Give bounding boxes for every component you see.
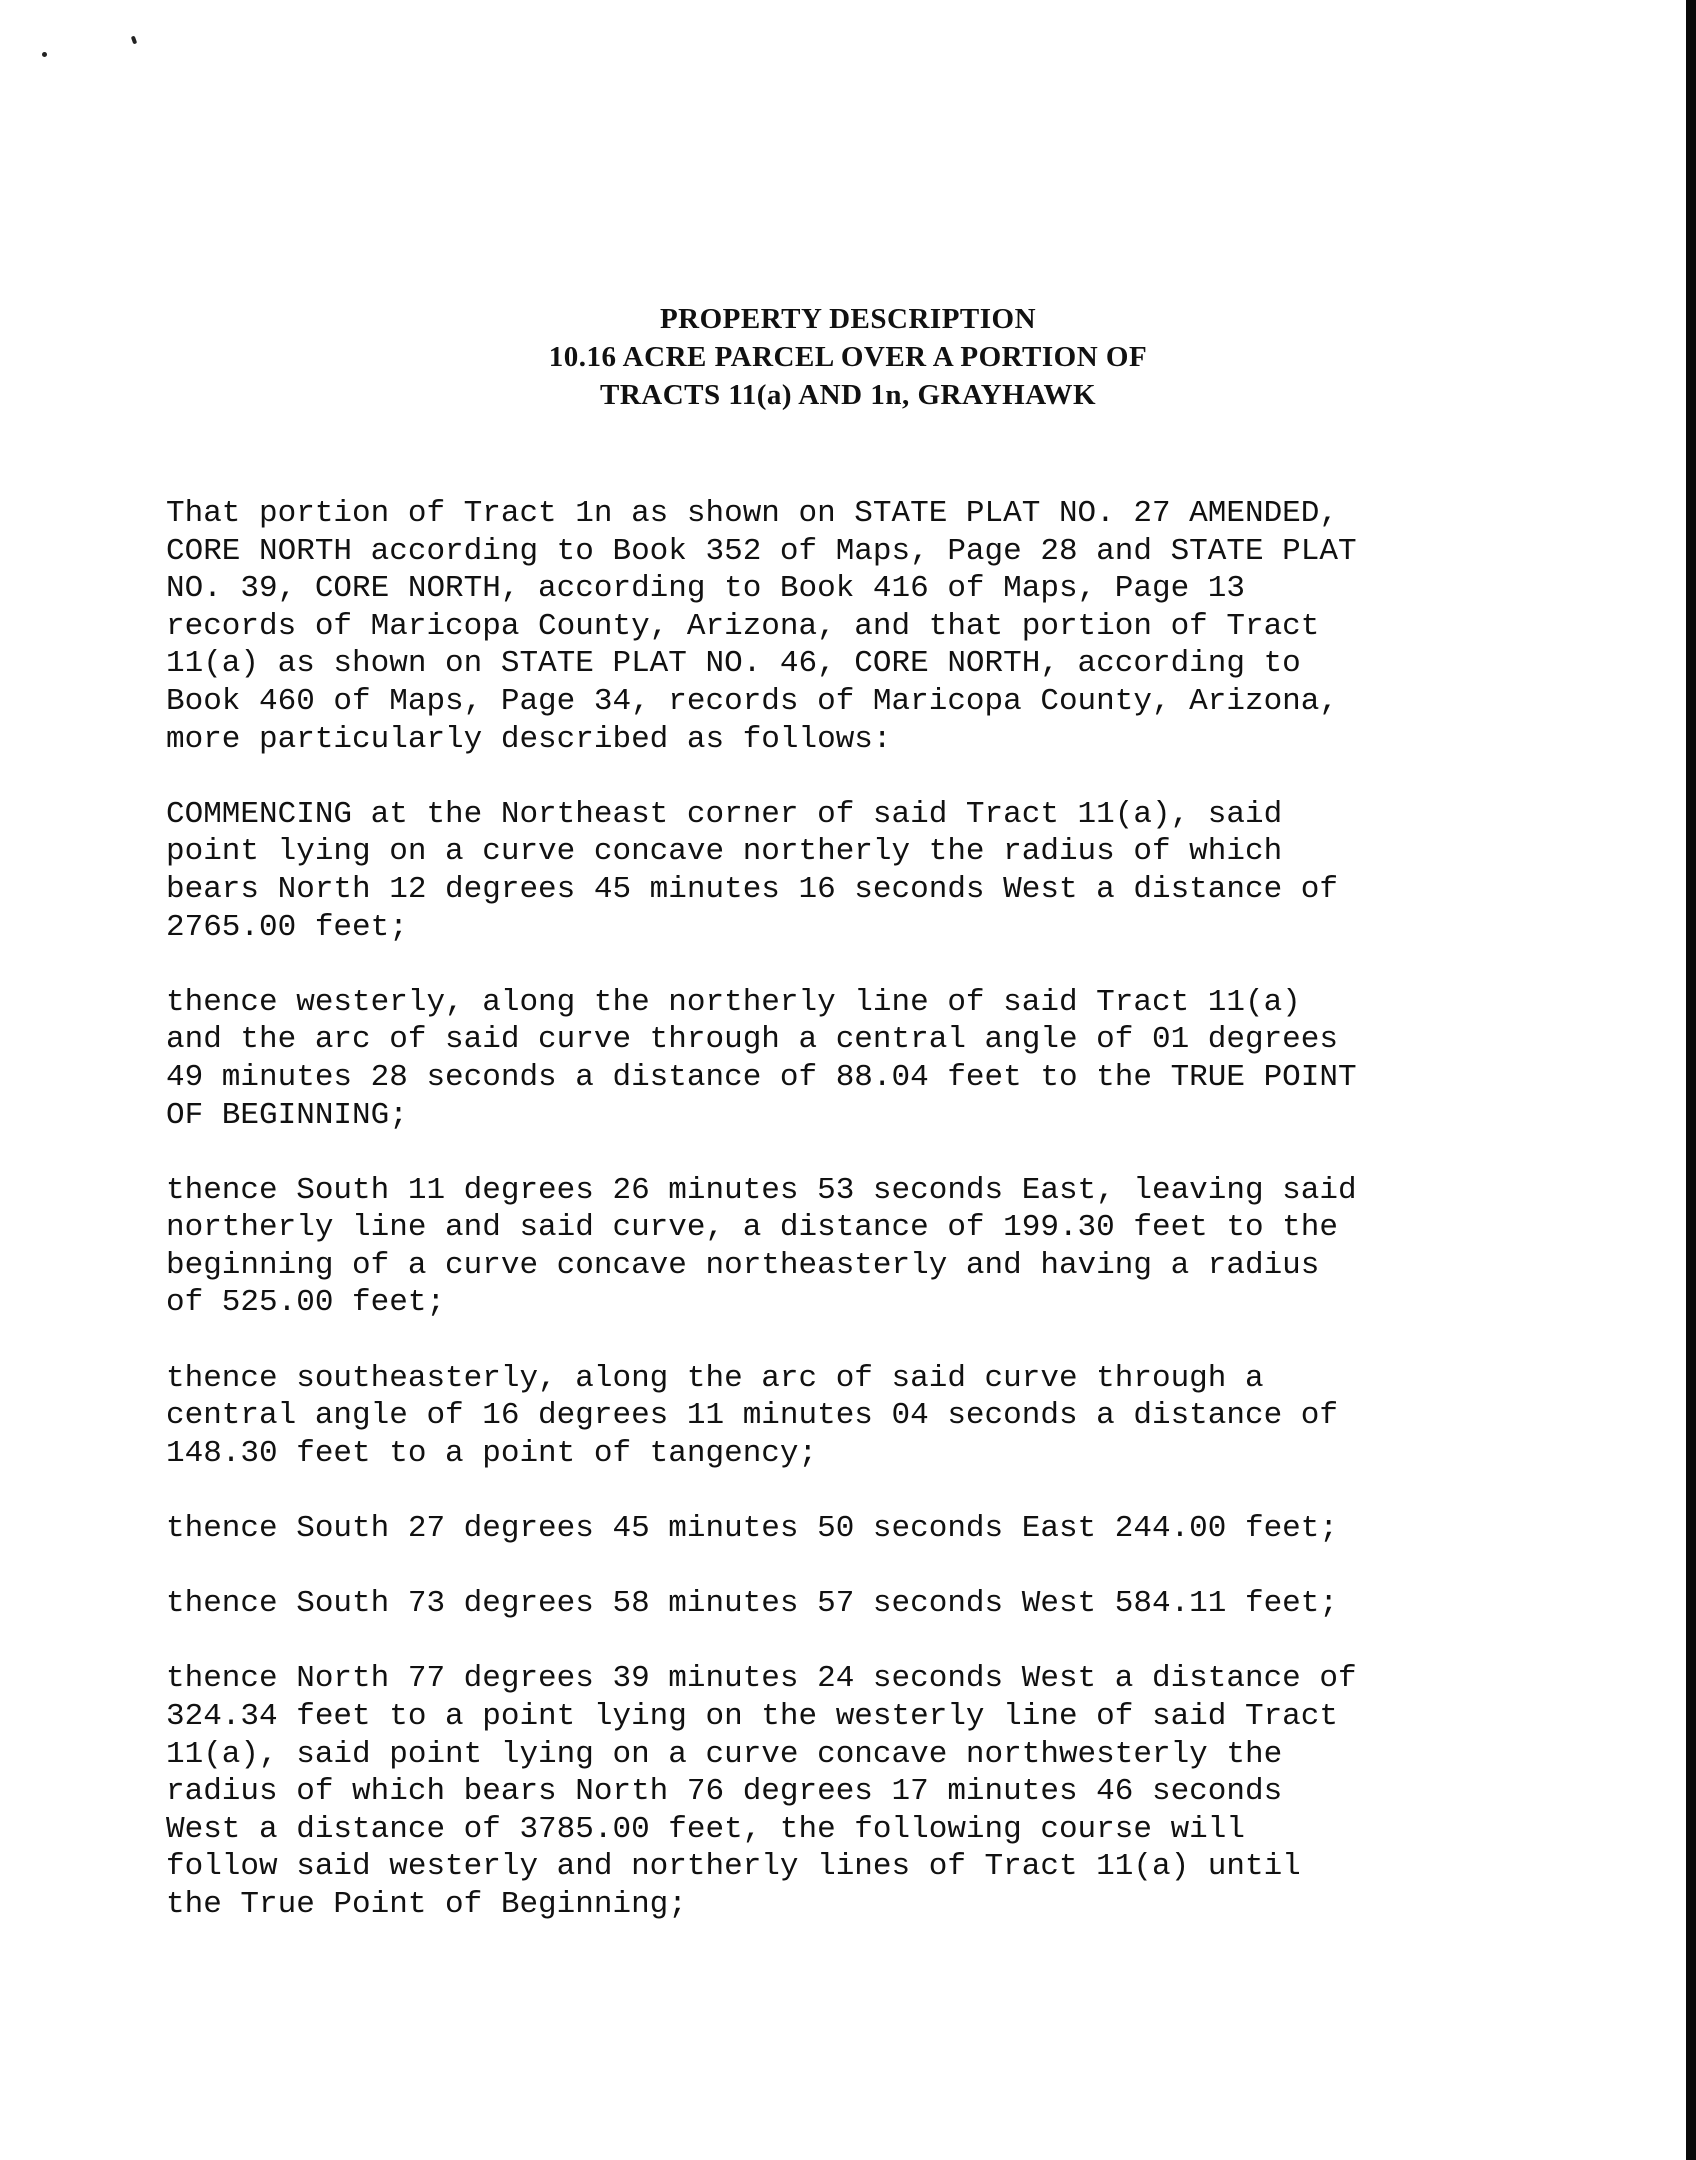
paragraph-line: 324.34 feet to a point lying on the westerly line of said Tract (166, 1699, 1338, 1734)
paragraph-line: thence North 77 degrees 39 minutes 24 seconds West a distance of (166, 1661, 1357, 1697)
paragraph-line: central angle of 16 degrees 11 minutes 04 seconds a distance of (166, 1398, 1338, 1434)
paragraph-line: 11(a) as shown on STATE PLAT NO. 46, CORE NORTH, according to (166, 646, 1301, 682)
paragraph-line: thence southeasterly, along the arc of said curve through a (166, 1360, 1264, 1396)
paragraph-line: of 525.00 feet; (166, 1285, 446, 1321)
heading-line-3: TRACTS 11(a) AND 1n, GRAYHAWK (599, 379, 1097, 411)
paragraph-line: OF BEGINNING; (166, 1097, 408, 1133)
paragraph-line: beginning of a curve concave northeasterly and having a radius (166, 1247, 1320, 1283)
property-description-body (166, 495, 1486, 1961)
paragraph-8 (166, 1660, 1486, 1923)
paragraph-line: radius of which bears North 76 degrees 17 minutes 46 seconds (166, 1774, 1283, 1810)
paragraph-line: the True Point of Beginning; (166, 1886, 687, 1922)
paragraph-6 (166, 1510, 1486, 1548)
paragraph-2 (166, 796, 1486, 946)
paragraph-line: records of Maricopa County, Arizona, and that portion of Tract (166, 608, 1320, 644)
paragraph-line: 11(a), said point lying on a curve concave northwesterly the (166, 1736, 1283, 1772)
paragraph-line: 2765.00 feet; (166, 909, 408, 945)
paragraph-4 (166, 1172, 1486, 1322)
paragraph-line: 49 minutes 28 seconds a distance of 88.04 feet to the TRUE POINT (166, 1059, 1357, 1095)
scan-speck (42, 52, 47, 57)
paragraph-line: That portion of Tract 1n as shown on STATE PLAT NO. 27 AMENDED, (166, 496, 1338, 531)
paragraph-line: and the arc of said curve through a central angle of 01 degrees (166, 1022, 1338, 1058)
paragraph-line: point lying on a curve concave northerly the radius of which (166, 834, 1283, 870)
paragraph-line: bears North 12 degrees 45 minutes 16 seconds West a distance of (166, 871, 1338, 907)
paragraph-line: thence South 27 degrees 45 minutes 50 seconds East 244.00 feet; (166, 1511, 1338, 1547)
paragraph-line: northerly line and said curve, a distance of 199.30 feet to the (166, 1210, 1338, 1246)
scan-speck (131, 36, 137, 45)
paragraph-line: more particularly described as follows: (166, 721, 892, 757)
paragraph-line: follow said westerly and northerly lines of Tract 11(a) until (166, 1849, 1301, 1885)
paragraph-line: thence South 73 degrees 58 minutes 57 seconds West 584.11 feet; (166, 1586, 1338, 1622)
document-heading (0, 300, 1696, 414)
paragraph-line: thence South 11 degrees 26 minutes 53 seconds East, leaving said (166, 1172, 1357, 1208)
paragraph-line: NO. 39, CORE NORTH, according to Book 416 of Maps, Page 13 (166, 571, 1245, 607)
paragraph-5 (166, 1360, 1486, 1473)
paragraph-line: Book 460 of Maps, Page 34, records of Maricopa County, Arizona, (166, 683, 1338, 719)
paragraph-3 (166, 984, 1486, 1134)
heading-line-1: PROPERTY DESCRIPTION (659, 303, 1037, 335)
heading-line-2: 10.16 ACRE PARCEL OVER A PORTION OF (548, 341, 1148, 373)
paragraph-line: West a distance of 3785.00 feet, the following course will (166, 1811, 1245, 1847)
paragraph-line: 148.30 feet to a point of tangency; (166, 1435, 818, 1471)
paragraph-line: CORE NORTH according to Book 352 of Maps, Page 28 and STATE PLAT (166, 533, 1357, 569)
paragraph-line: COMMENCING at the Northeast corner of said Tract 11(a), said (166, 796, 1283, 832)
paragraph-1 (166, 495, 1486, 758)
paragraph-7 (166, 1585, 1486, 1623)
paragraph-line: thence westerly, along the northerly line of said Tract 11(a) (166, 984, 1301, 1020)
